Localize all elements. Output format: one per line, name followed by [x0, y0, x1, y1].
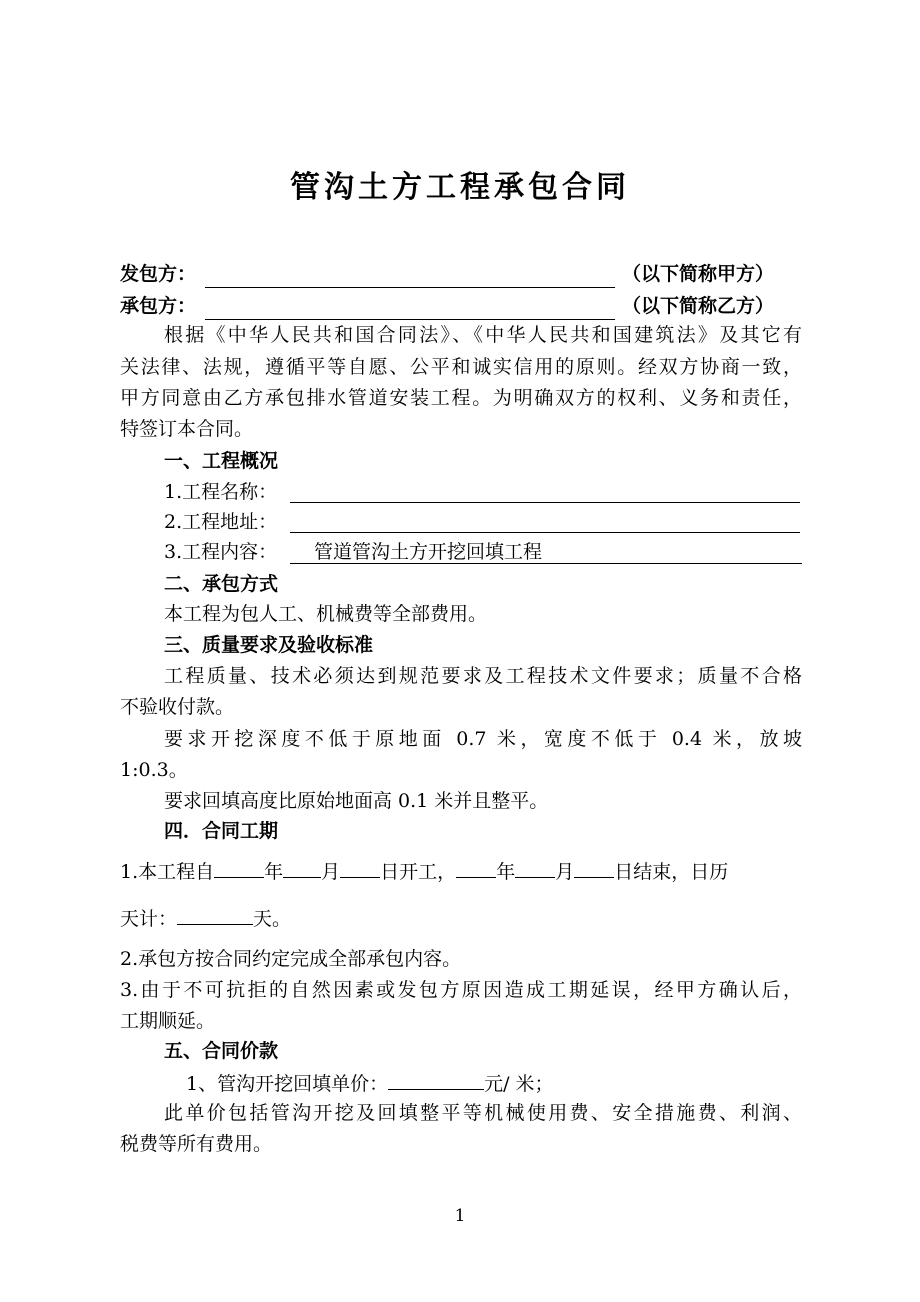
schedule-item-2: 2.承包方按合同约定完成全部承包内容。: [120, 948, 462, 970]
intro-line-3: 甲方同意由乙方承包排水管道安装工程。为明确双方的权利、义务和责任，: [120, 387, 802, 409]
section-3-heading: 三、质量要求及验收标准: [164, 634, 374, 656]
section-2-text: 本工程为包人工、机械费等全部费用。: [164, 603, 488, 625]
intro-line-2: 关法律、法规，遵循平等自愿、公平和诚实信用的原则。经双方协商一致，: [120, 356, 802, 378]
document-title: 管沟土方工程承包合同: [290, 170, 630, 205]
start-year-blank[interactable]: [214, 855, 264, 878]
calendar-days-blank[interactable]: [177, 902, 253, 925]
unit-price-unit: 元/ 米；: [484, 1073, 554, 1095]
employer-blank[interactable]: [205, 261, 615, 288]
unit-price-label: 1、管沟开挖回填单价：: [186, 1073, 389, 1095]
month-label-start: 月: [321, 861, 341, 883]
depth-line-2: 1:0.3。: [120, 759, 188, 781]
employer-label: 发包方：: [120, 263, 197, 285]
project-name-label: 1.工程名称：: [164, 481, 278, 503]
day-start-label: 日开工，: [380, 861, 457, 883]
end-day-blank[interactable]: [574, 855, 614, 878]
start-day-blank[interactable]: [340, 855, 380, 878]
day-end-label: 日结束，日历: [614, 861, 729, 883]
end-year-blank[interactable]: [456, 855, 496, 878]
project-address-label: 2.工程地址：: [164, 511, 278, 533]
schedule-item-3-line-1: 3.由于不可抗拒的自然因素或发包方原因造成工期延误，经甲方确认后，: [120, 979, 802, 1001]
backfill-line: 要求回填高度比原始地面高 0.1 米并且整平。: [164, 790, 549, 812]
project-name-blank[interactable]: [290, 476, 800, 503]
employer-suffix: （以下简称甲方）: [622, 263, 775, 285]
schedule-item-3-line-2: 工期顺延。: [120, 1010, 216, 1032]
unit-price-blank[interactable]: [388, 1067, 484, 1090]
month-label-end: 月: [555, 861, 575, 883]
calendar-prefix: 天计：: [120, 908, 178, 930]
project-address-blank[interactable]: [290, 506, 800, 533]
start-month-blank[interactable]: [283, 855, 321, 878]
project-content-label: 3.工程内容：: [164, 541, 278, 563]
page-number: 1: [454, 1206, 466, 1226]
section-1-heading: 一、工程概况: [164, 450, 279, 472]
price-includes-line-2: 税费等所有费用。: [120, 1133, 273, 1155]
end-month-blank[interactable]: [515, 855, 555, 878]
unit-price-line: [186, 1067, 802, 1097]
year-label-start: 年: [264, 861, 284, 883]
section-2-heading: 二、承包方式: [164, 573, 279, 595]
contractor-blank[interactable]: [205, 293, 615, 320]
schedule-prefix: 1.本工程自: [120, 861, 215, 883]
section-5-heading: 五、合同价款: [164, 1040, 279, 1062]
year-label-end: 年: [496, 861, 516, 883]
price-includes-line-1: 此单价包括管沟开挖及回填整平等机械使用费、安全措施费、利润、: [164, 1102, 802, 1124]
intro-line-4: 特签订本合同。: [120, 418, 254, 440]
intro-line-1: 根据《中华人民共和国合同法》、《中华人民共和国建筑法》及其它有: [164, 324, 802, 346]
contractor-label: 承包方：: [120, 295, 197, 317]
calendar-suffix: 天。: [253, 908, 292, 930]
calendar-days-line: [120, 902, 802, 932]
contractor-suffix: （以下简称乙方）: [622, 295, 775, 317]
schedule-line: [120, 855, 802, 885]
depth-line-1: 要求开挖深度不低于原地面 0.7 米，宽度不低于 0.4 米，放坡: [164, 728, 802, 750]
project-content-value: 管道管沟土方开挖回填工程: [314, 541, 543, 563]
section-4-heading: 四．合同工期: [164, 820, 279, 842]
quality-line-2: 不验收付款。: [120, 696, 235, 718]
quality-line-1: 工程质量、技术必须达到规范要求及工程技术文件要求；质量不合格: [164, 665, 802, 687]
